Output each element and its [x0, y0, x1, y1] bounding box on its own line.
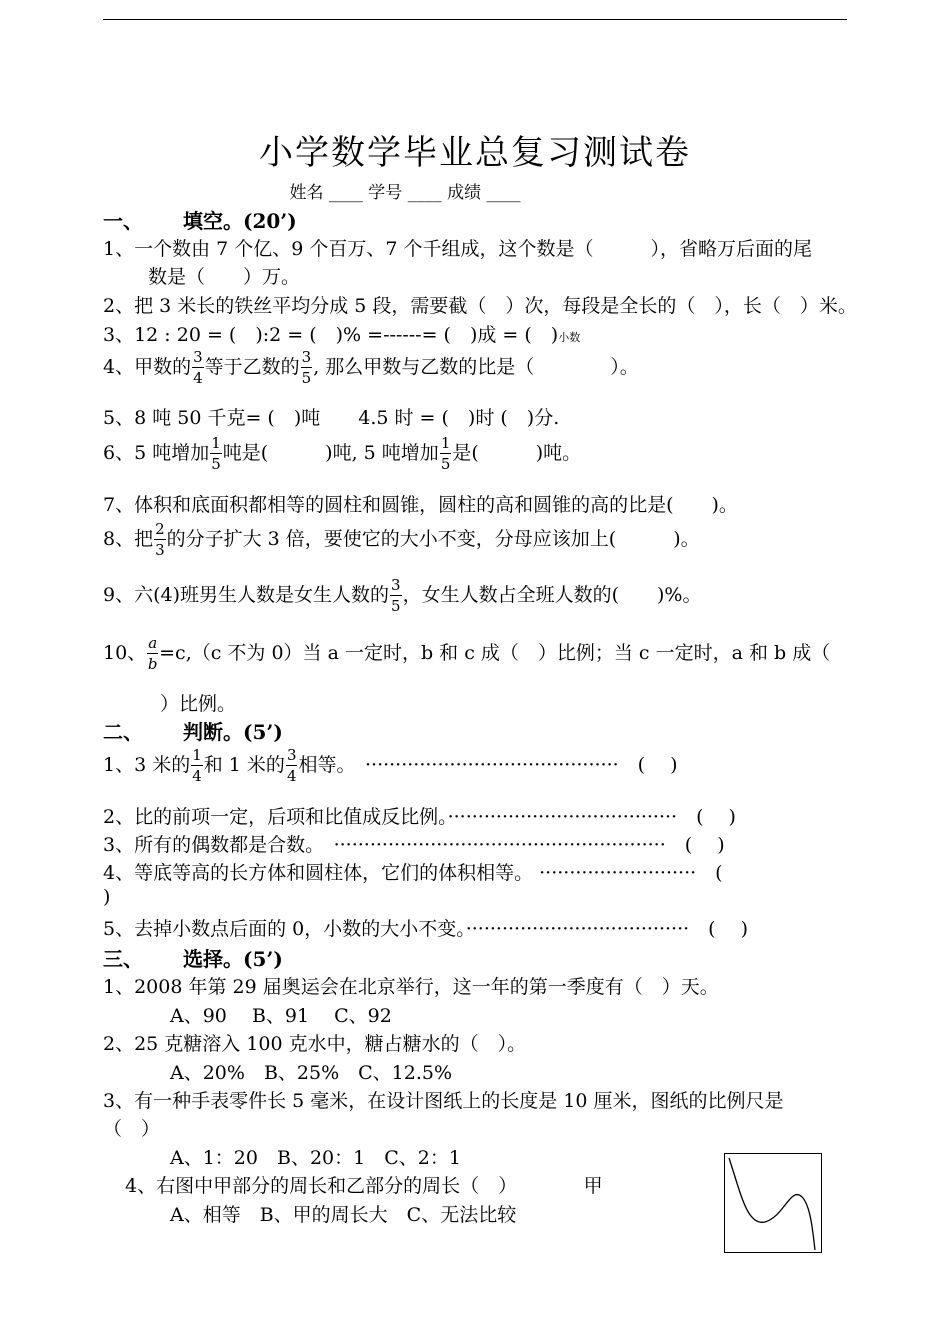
s3-q2-options: A、20% B、25% C、12.5%: [170, 1062, 453, 1084]
section2-heading: 二、 判断。(5’): [103, 720, 283, 744]
s1-q3: 3、12 : 20 = ( ):2 = ( )% =------= ( )成 = ( )小数: [103, 324, 581, 346]
fraction-3-5: $\frac{3}{5}$: [301, 348, 312, 387]
s2-q1: 1、3 米的 $\frac{1}{4}$ 和 1 米的 $\frac{3}{4}$ 相等。 ·········································· ( ): [103, 746, 678, 785]
s1-q1-cont: 数是（ ）万。: [148, 266, 301, 288]
s1-q6: 6、5 吨增加 $\frac{1}{5}$ 吨是( )吨, 5 吨增加 $\frac{1}{5}$ 是( )吨。: [103, 434, 582, 473]
s1-q10: 10、 $\frac{a}{b}$ =c,（c 不为 0）当 a 一定时，b 和 c 成（ ）比例；当 c 一定时，a 和 b 成（: [103, 634, 831, 673]
section3-heading: 三、 选择。(5’): [103, 947, 283, 971]
fraction-a-b: $\frac{a}{b}$: [147, 634, 158, 673]
s1-q2: 2、把 3 米长的铁丝平均分成 5 段，需要截（ ）次，每段是全长的（ ），长（ ）米。: [103, 295, 857, 317]
figure-curve: [725, 1154, 821, 1252]
s3-q1: 1、2008 年第 29 届奥运会在北京举行，这一年的第一季度有（ ）天。: [103, 976, 719, 998]
fraction-3-5c: $\frac{3}{5}$: [391, 576, 401, 615]
page-title: 小学数学毕业总复习测试卷: [259, 133, 691, 173]
s3-q3: 3、有一种手表零件长 5 毫米，在设计图纸上的长度是 10 厘米，图纸的比例尺是: [103, 1090, 784, 1112]
fraction-1-4: $\frac{1}{4}$: [192, 746, 202, 785]
fraction-3-4: $\frac{3}{4}$: [193, 348, 203, 387]
section1-heading: 一、 填空。(20’): [103, 209, 297, 233]
s3-q2: 2、25 克糖溶入 100 克水中，糖占糖水的（ ）。: [103, 1033, 527, 1055]
top-rule: [103, 19, 847, 20]
s1-q4: 4、甲数的 $\frac{3}{4}$ 等于乙数的 $\frac{3}{5}$ , 那么甲数与乙数的比是（ ）。: [103, 348, 639, 387]
s1-q7: 7、体积和底面积都相等的圆柱和圆锥，圆柱的高和圆锥的高的比是( )。: [103, 494, 738, 516]
fraction-1-5b: $\frac{1}{5}$: [440, 434, 451, 473]
s3-q3-options: A、1：20 B、20：1 C、2：1: [170, 1147, 461, 1169]
s3-q4: 4、右图中甲部分的周长和乙部分的周长（ ） 甲: [125, 1175, 603, 1197]
s1-q1: 1、一个数由 7 个亿、9 个百万、7 个千组成，这个数是（ ），省略万后面的尾: [103, 238, 813, 260]
s1-q9: 9、六(4)班男生人数是女生人数的 $\frac{3}{5}$ ，女生人数占全班人数的( )%。: [103, 576, 702, 615]
s3-q4-options: A、相等 B、甲的周长大 C、无法比较: [170, 1204, 517, 1226]
s2-q2: 2、比的前项一定，后项和比值成反比例。······································ ( ): [103, 806, 736, 828]
s2-q3: 3、所有的偶数都是合数。 ······················································· ( ): [103, 834, 725, 856]
fraction-3-4b: $\frac{3}{4}$: [286, 746, 297, 785]
s1-q10-cont: ）比例。: [160, 693, 237, 715]
student-info-line: 姓名 ____ 学号 ____ 成绩 ____: [289, 183, 521, 203]
s2-q5: 5、去掉小数点后面的 0，小数的大小不变。····································· ( ): [103, 918, 749, 940]
s2-q4: 4、等底等高的长方体和圆柱体，它们的体积相等。 ·························· (: [103, 862, 723, 884]
fraction-1-5: $\frac{1}{5}$: [211, 434, 221, 473]
jia-yi-figure: [724, 1153, 822, 1253]
s1-q5: 5、8 吨 50 千克= ( )吨 4.5 时 = ( )时 ( )分.: [103, 407, 560, 429]
s3-q1-options: A、90 B、91 C、92: [170, 1005, 392, 1027]
fraction-2-3: $\frac{2}{3}$: [155, 520, 165, 559]
s1-q8: 8、把 $\frac{2}{3}$ 的分子扩大 3 倍，要使它的大小不变，分母应该加上( )。: [103, 520, 700, 559]
s2-q4-cont: ): [103, 886, 111, 908]
s3-q3-cont: （ ）: [103, 1118, 161, 1140]
